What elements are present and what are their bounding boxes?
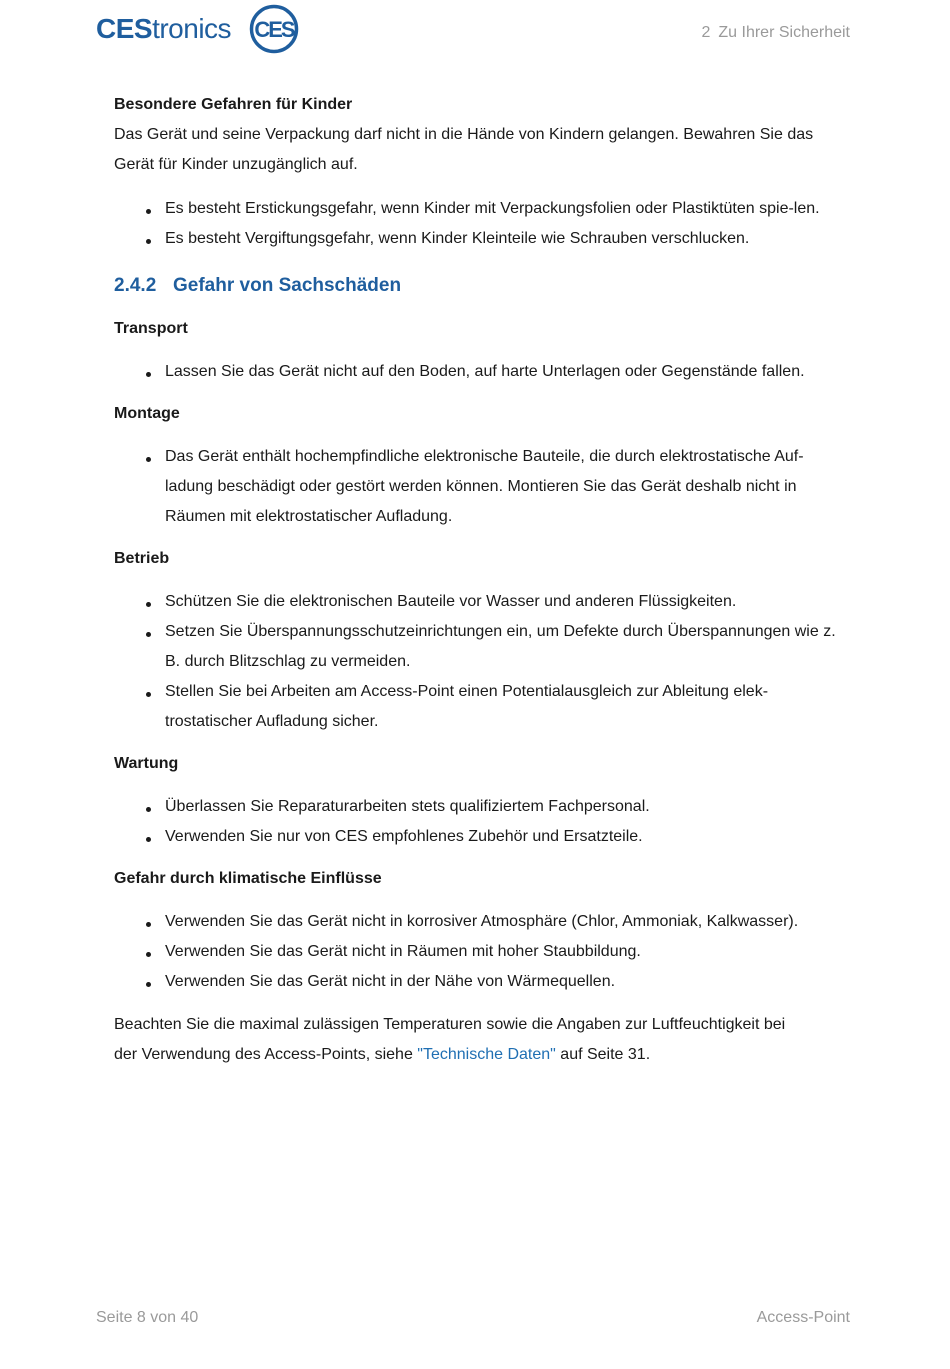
- section-title: Gefahr von Sachschäden: [173, 275, 402, 296]
- list-item: Lassen Sie das Gerät nicht auf den Boden, auf harte Unterlagen oder Gegenstände fallen.: [114, 357, 844, 387]
- cestronics-logo: [96, 4, 299, 54]
- kinder-list: [114, 194, 844, 254]
- technische-daten-link[interactable]: "Technische Daten": [417, 1046, 556, 1063]
- section-number: 2.4.2: [114, 275, 157, 296]
- section-heading: [114, 271, 844, 301]
- chapter-number: 2: [701, 24, 711, 41]
- list-item: Stellen Sie bei Arbeiten am Access-Point einen Potentialausgleich zur Ableitung elek-trostatischer Aufladung sicher.: [114, 677, 844, 737]
- heading-kinder: Besondere Gefahren für Kinder: [114, 96, 353, 113]
- heading-montage: Montage: [114, 405, 180, 422]
- closing-paragraph: Beachten Sie die maximal zulässigen Temperaturen sowie die Angaben zur Luftfeuchtigkeit bei der Verwendung des Access-Points, siehe "Technische Daten" auf Seite 31.: [114, 1016, 786, 1063]
- list-item: Das Gerät enthält hochempfindliche elektronische Bauteile, die durch elektrostatische Auf-ladung beschädigt oder gestört werden können. Montieren Sie das Gerät deshalb nicht in Räumen mit elektrostatischer Aufladung.: [114, 442, 844, 532]
- heading-wartung: Wartung: [114, 755, 179, 772]
- transport-list: [114, 357, 844, 387]
- svg-text:CES: CES: [254, 17, 294, 42]
- list-item: Es besteht Vergiftungsgefahr, wenn Kinder Kleinteile wie Schrauben verschlucken.: [114, 224, 844, 254]
- footer-page-number: Seite 8 von 40: [96, 1309, 199, 1326]
- list-item: Setzen Sie Überspannungsschutzeinrichtungen ein, um Defekte durch Überspannungen wie z. B. durch Blitzschlag zu vermeiden.: [114, 617, 844, 677]
- heading-klima: Gefahr durch klimatische Einflüsse: [114, 870, 382, 887]
- chapter-title: Zu Ihrer Sicherheit: [718, 24, 850, 41]
- content-area: [114, 90, 844, 1070]
- list-item: Verwenden Sie das Gerät nicht in korrosiver Atmosphäre (Chlor, Ammoniak, Kalkwasser).: [114, 907, 844, 937]
- klima-list: [114, 907, 844, 997]
- wartung-list: [114, 792, 844, 852]
- heading-betrieb: Betrieb: [114, 550, 170, 567]
- montage-list: [114, 442, 844, 532]
- list-item: Verwenden Sie das Gerät nicht in der Nähe von Wärmequellen.: [114, 967, 844, 997]
- list-item: Überlassen Sie Reparaturarbeiten stets qualifiziertem Fachpersonal.: [114, 792, 844, 822]
- list-item: Schützen Sie die elektronischen Bauteile vor Wasser und anderen Flüssigkeiten.: [114, 587, 844, 617]
- list-item: Es besteht Erstickungsgefahr, wenn Kinder mit Verpackungsfolien oder Plastiktüten spie-len.: [114, 194, 844, 224]
- heading-transport: Transport: [114, 320, 188, 337]
- betrieb-list: [114, 587, 844, 737]
- chapter-reference: [701, 24, 850, 42]
- footer-product-name: Access-Point: [756, 1309, 850, 1326]
- ces-emblem-icon: [249, 4, 299, 54]
- list-item: Verwenden Sie nur von CES empfohlenes Zubehör und Ersatzteile.: [114, 822, 844, 852]
- list-item: Verwenden Sie das Gerät nicht in Räumen mit hoher Staubbildung.: [114, 937, 844, 967]
- logo-wordmark: CEStronics: [96, 13, 232, 44]
- kinder-paragraph: Das Gerät und seine Verpackung darf nicht in die Hände von Kindern gelangen. Bewahren Sie das Gerät für Kinder unzugänglich auf.: [114, 126, 814, 173]
